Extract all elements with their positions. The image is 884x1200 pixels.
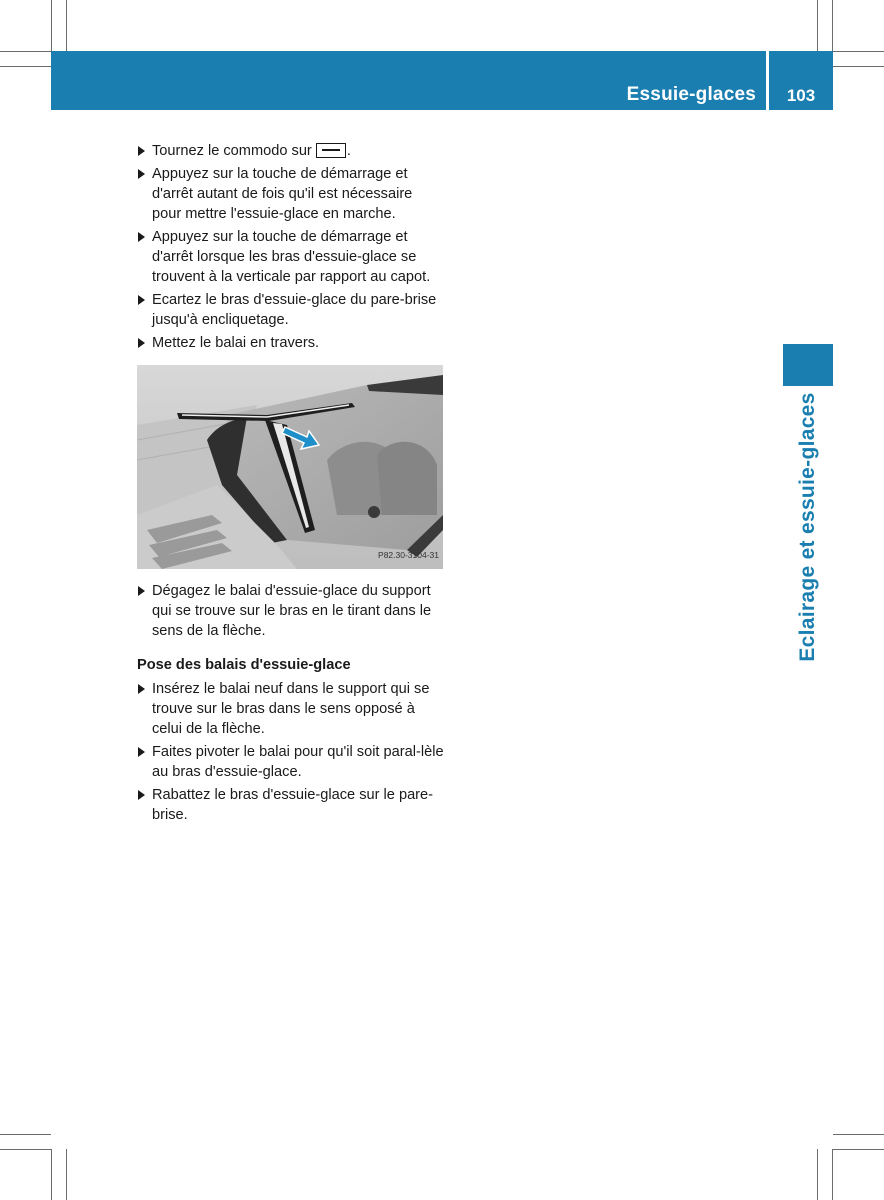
crop-mark	[817, 0, 818, 51]
step-text: Dégagez le balai d'essuie-glace du support qui se trouve sur le bras en le tirant dans le sens de la flèche.	[152, 583, 432, 639]
bullet-arrow-icon	[138, 146, 145, 156]
crop-mark	[0, 1149, 51, 1150]
page-number-box	[769, 51, 833, 110]
bullet-arrow-icon	[138, 338, 145, 348]
wiper-switch-position-icon	[316, 143, 346, 158]
bullet-arrow-icon	[138, 684, 145, 694]
instruction-step	[137, 164, 445, 224]
instruction-step	[137, 141, 445, 161]
instruction-step	[137, 227, 445, 287]
crop-mark	[833, 1149, 884, 1150]
step-text: Appuyez sur la touche de démarrage et d'arrêt lorsque les bras d'essuie-glace se trouvent à la verticale par rapport au capot.	[152, 229, 431, 285]
step-text: Insérez le balai neuf dans le support qui se trouve sur le bras dans le sens opposé à celui de la flèche.	[152, 681, 430, 737]
wiper-illustration	[137, 365, 443, 569]
bullet-arrow-icon	[138, 169, 145, 179]
figure-label: P82.30-3104-31	[378, 550, 439, 560]
bullet-arrow-icon	[138, 295, 145, 305]
page-title: Essuie-glaces	[626, 84, 756, 105]
bullet-arrow-icon	[138, 747, 145, 757]
chapter-label: Eclairage et essuie-glaces	[796, 392, 819, 662]
instruction-step	[137, 581, 445, 641]
wiper-blade-removal-illustration	[137, 365, 443, 569]
bullet-arrow-icon	[138, 586, 145, 596]
crop-mark	[51, 0, 52, 51]
crop-mark	[833, 51, 884, 52]
instruction-step	[137, 742, 445, 782]
step-text: Appuyez sur la touche de démarrage et d'arrêt autant de fois qu'il est nécessaire pour mettre l'essuie-glace en marche.	[152, 166, 413, 222]
page-number: 103	[786, 86, 816, 105]
crop-mark	[817, 1149, 818, 1200]
crop-mark	[832, 0, 833, 51]
step-text: Rabattez le bras d'essuie-glace sur le pare-brise.	[152, 787, 434, 823]
bullet-arrow-icon	[138, 232, 145, 242]
crop-mark	[66, 0, 67, 51]
header-bar	[51, 51, 766, 110]
instruction-step	[137, 785, 445, 825]
step-text-end: .	[346, 143, 351, 159]
chapter-tab	[783, 344, 833, 386]
instruction-step	[137, 333, 445, 353]
main-content	[137, 141, 445, 828]
bullet-arrow-icon	[138, 790, 145, 800]
step-text: Faites pivoter le balai pour qu'il soit paral-lèle au bras d'essuie-glace.	[152, 744, 444, 780]
crop-mark	[66, 1149, 67, 1200]
crop-mark	[0, 1134, 51, 1135]
crop-mark	[51, 1149, 52, 1200]
crop-mark	[833, 66, 884, 67]
crop-mark	[833, 1134, 884, 1135]
crop-mark	[0, 66, 51, 67]
instruction-step	[137, 679, 445, 739]
crop-mark	[832, 1149, 833, 1200]
step-text: Mettez le balai en travers.	[152, 335, 320, 351]
step-text: Ecartez le bras d'essuie-glace du pare-brise jusqu'à encliquetage.	[152, 292, 437, 328]
step-text: Tournez le commodo sur	[152, 143, 316, 159]
instruction-step	[137, 290, 445, 330]
section-heading: Pose des balais d'essuie-glace	[137, 657, 351, 673]
crop-mark	[0, 51, 51, 52]
